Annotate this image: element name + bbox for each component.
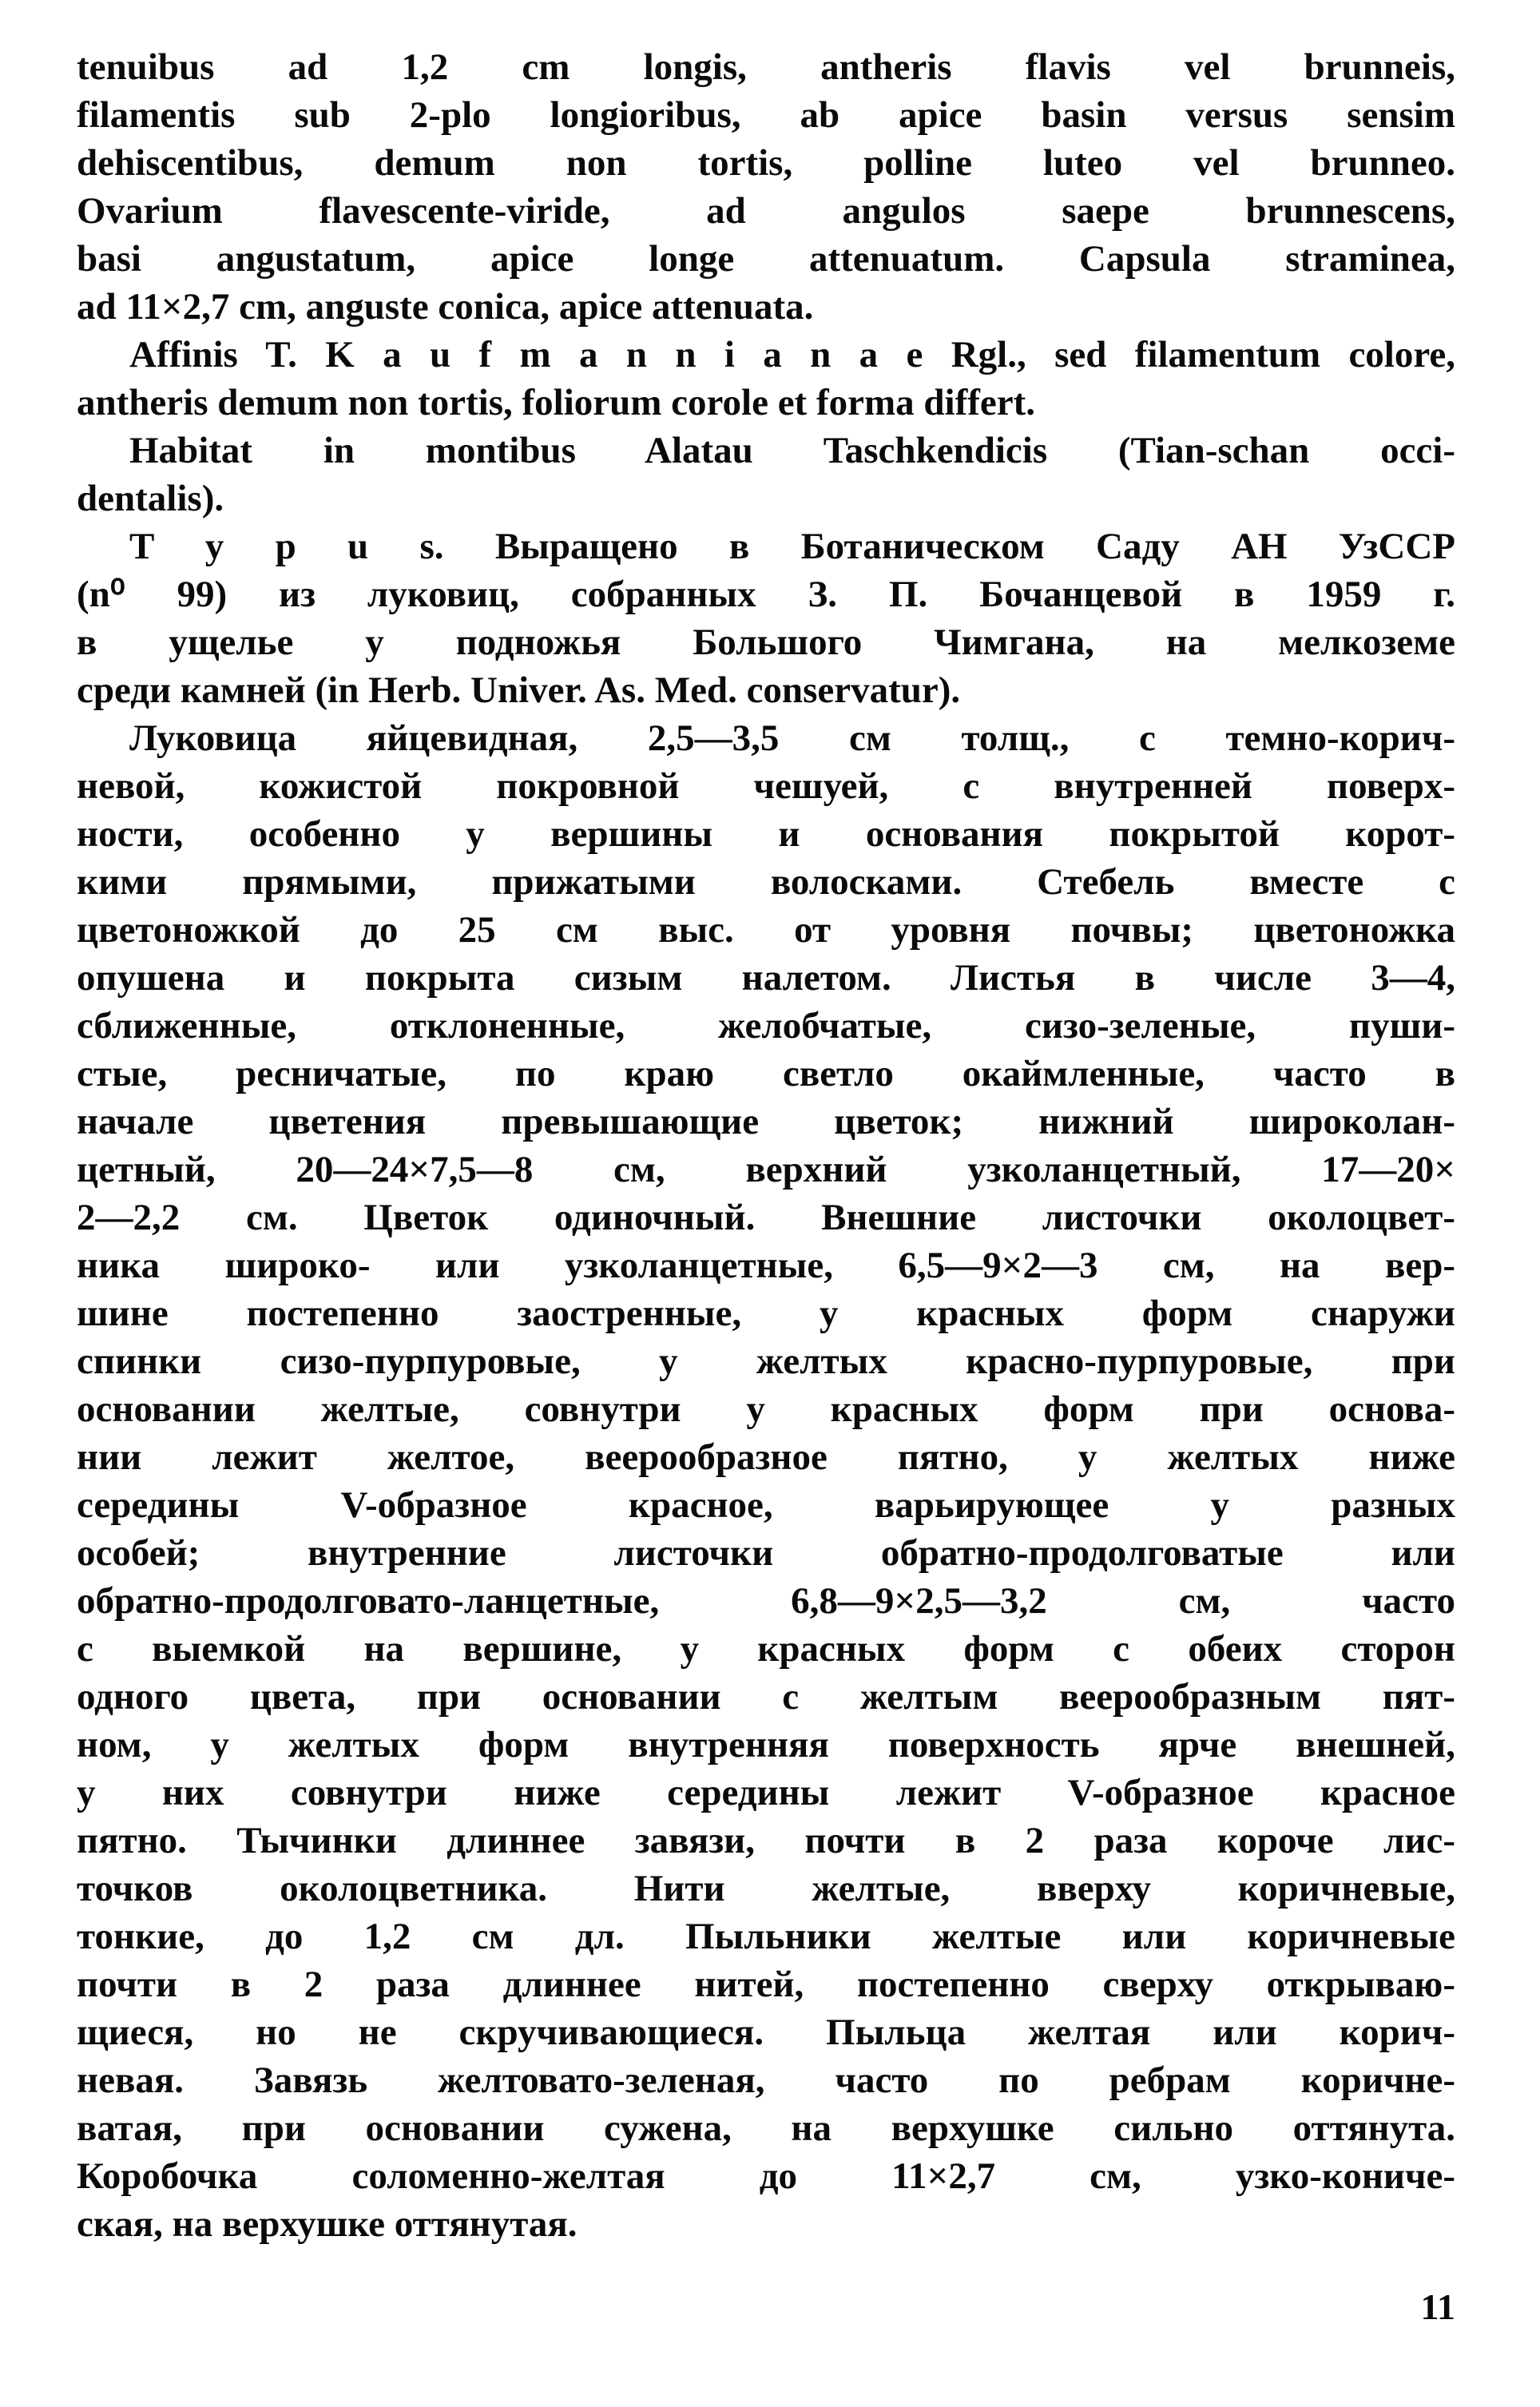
text-line: кими прямыми, прижатыми волосками. Стебель вместе с: [77, 861, 1455, 903]
paragraph-typus: [77, 522, 1455, 714]
text-line: обратно-продолговато-ланцетные, 6,8—9×2,5—3,2 см, часто: [77, 1580, 1455, 1622]
text-line: Ovarium flavescente-viride, ad angulos saepe brunnescens,: [77, 190, 1455, 232]
text-line: стые, ресничатые, по краю светло окаймленные, часто в: [77, 1053, 1455, 1094]
text-line: ad 11×2,7 cm, anguste conica, apice attenuata.: [77, 286, 814, 328]
text-line: середины V-образное красное, варьирующее у разных: [77, 1484, 1455, 1526]
text-line: ном, у желтых форм внутренняя поверхность ярче внешней,: [77, 1724, 1455, 1766]
text-line: в ущелье у подножья Большого Чимгана, на мелкоземе: [77, 622, 1455, 663]
text-line: у них совнутри ниже середины лежит V-образное красное: [77, 1772, 1455, 1813]
text-line: одного цвета, при основании с желтым веерообразным пят-: [77, 1676, 1455, 1718]
text-line: ника широко- или узколанцетные, 6,5—9×2—3 см, на вер-: [77, 1245, 1455, 1286]
text-line: нии лежит желтое, веерообразное пятно, у желтых ниже: [77, 1436, 1455, 1478]
paragraph-latin-description: [77, 43, 1455, 331]
text-block: [77, 43, 1455, 2248]
text-line: ская, на верхушке оттянутая.: [77, 2203, 578, 2245]
text-line: Луковица яйцевидная, 2,5—3,5 см толщ., с темно-корич-: [129, 717, 1455, 759]
text-line: antheris demum non tortis, foliorum corole et forma differt.: [77, 382, 1035, 423]
text-line: сближенные, отклоненные, желобчатые, сизо-зеленые, пуши-: [77, 1005, 1455, 1047]
text-line: особей; внутренние листочки обратно-продолговатые или: [77, 1532, 1455, 1574]
paragraph-habitat: [77, 427, 1455, 522]
text-line: невая. Завязь желтовато-зеленая, часто по ребрам коричне-: [77, 2059, 1455, 2101]
text-line: основании желтые, совнутри у красных форм при основа-: [77, 1388, 1455, 1430]
text-line: среди камней (in Herb. Univer. As. Med. conservatur).: [77, 669, 961, 711]
text-line: dehiscentibus, demum non tortis, polline luteo vel brunneo.: [77, 142, 1455, 184]
text-line: basi angustatum, apice longe attenuatum. Capsula straminea,: [77, 238, 1455, 280]
text-line: шине постепенно заостренные, у красных форм снаружи: [77, 1293, 1455, 1334]
paragraph-affinis: [77, 331, 1455, 427]
text-line: тонкие, до 1,2 см дл. Пыльники желтые или коричневые: [77, 1916, 1455, 1957]
text-line: ности, особенно у вершины и основания покрытой корот-: [77, 813, 1455, 855]
text-line: Habitat in montibus Alatau Taschkendicis (Tian-schan occi-: [129, 430, 1455, 471]
text-line: (n⁰ 99) из луковиц, собранных З. П. Бочанцевой в 1959 г.: [77, 574, 1455, 615]
paragraph-russian-description: [77, 714, 1455, 2248]
text-line: 2—2,2 см. Цветок одиночный. Внешние листочки околоцвет-: [77, 1197, 1455, 1238]
text-line: ватая, при основании сужена, на верхушке сильно оттянута.: [77, 2107, 1455, 2149]
text-line: Коробочка соломенно-желтая до 11×2,7 см, узко-кониче-: [77, 2155, 1455, 2197]
page-number: 11: [1420, 2286, 1455, 2327]
text-line: невой, кожистой покровной чешуей, с внутренней поверх-: [77, 765, 1455, 807]
text-line: начале цветения превышающие цветок; нижний широколан-: [77, 1101, 1455, 1142]
text-line: filamentis sub 2-plo longioribus, ab apice basin versus sensim: [77, 94, 1455, 136]
text-line: точков околоцветника. Нити желтые, вверху коричневые,: [77, 1868, 1455, 1909]
text-line: Affinis T. K a u f m a n n i a n a e Rgl., sed filamentum colore,: [129, 334, 1455, 375]
text-line: с выемкой на вершине, у красных форм с обеих сторон: [77, 1628, 1455, 1670]
text-line: цетный, 20—24×7,5—8 см, верхний узколанцетный, 17—20×: [77, 1149, 1455, 1190]
text-line: щиеся, но не скручивающиеся. Пыльца желтая или корич-: [77, 2012, 1455, 2053]
text-line: цветоножкой до 25 см выс. от уровня почвы; цветоножка: [77, 909, 1455, 951]
text-line: dentalis).: [77, 478, 224, 519]
text-line: пятно. Тычинки длиннее завязи, почти в 2 раза короче лис-: [77, 1820, 1455, 1861]
text-line: T y p u s. Выращено в Ботаническом Саду АН УзССР: [129, 526, 1455, 567]
text-line: опушена и покрыта сизым налетом. Листья в числе 3—4,: [77, 957, 1455, 999]
text-line: почти в 2 раза длиннее нитей, постепенно сверху открываю-: [77, 1964, 1455, 2005]
text-line: спинки сизо-пурпуровые, у желтых красно-пурпуровые, при: [77, 1341, 1455, 1382]
text-line: tenuibus ad 1,2 cm longis, antheris flavis vel brunneis,: [77, 46, 1455, 88]
